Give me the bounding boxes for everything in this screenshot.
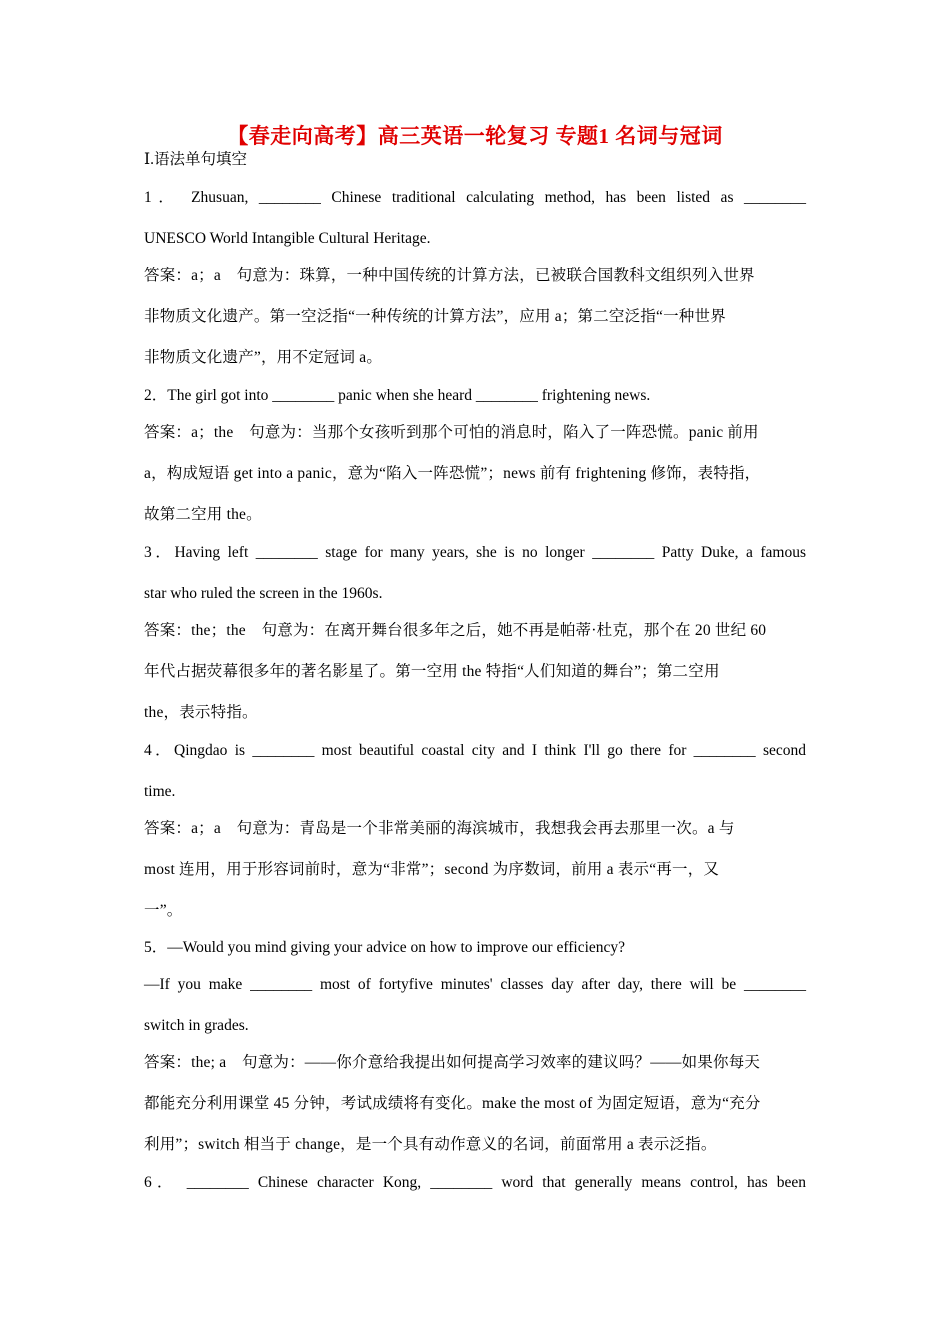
answer-4-line-1: 答案：a；a 句意为：青岛是一个非常美丽的海滨城市，我想我会再去那里一次。a 与 [144, 820, 735, 837]
answer-1-line-3: 非物质文化遗产”，用不定冠词 a。 [144, 349, 383, 366]
question-5-line-2: —If you make ________ most of fortyfive minutes' classes day after day, there will be ________ [144, 976, 806, 993]
answer-3-line-1: 答案：the；the 句意为：在离开舞台很多年之后，她不再是帕蒂·杜克，那个在 20 世纪 60 [144, 622, 767, 639]
answer-5-line-2: 都能充分利用课堂 45 分钟，考试成绩将有变化。make the most of 为固定短语，意为“充分 [144, 1095, 761, 1112]
answer-1-line-1: 答案：a；a 句意为：珠算，一种中国传统的计算方法，已被联合国教科文组织列入世界 [144, 267, 755, 284]
question-5-line-1: 5．—Would you mind giving your advice on how to improve our efficiency? [144, 939, 626, 956]
answer-1-line-2: 非物质文化遗产。第一空泛指“一种传统的计算方法”，应用 a；第二空泛指“一种世界 [144, 308, 726, 325]
answer-2-line-1: 答案：a；the 句意为：当那个女孩听到那个可怕的消息时，陷入了一阵恐慌。panic 前用 [144, 424, 759, 441]
answer-3-line-2: 年代占据荧幕很多年的著名影星了。第一空用 the 特指“人们知道的舞台”；第二空用 [144, 663, 720, 680]
answer-5-line-3: 利用”；switch 相当于 change，是一个具有动作意义的名词，前面常用 a 表示泛指。 [144, 1136, 717, 1153]
answer-4-line-3: 一”。 [144, 902, 183, 919]
question-6-line-1: 6． ________ Chinese character Kong, ________ word that generally means control, has been [144, 1174, 806, 1191]
question-2-line-1: 2．The girl got into ________ panic when she heard ________ frightening news. [144, 387, 651, 404]
answer-5-line-1: 答案：the; a 句意为：——你介意给我提出如何提高学习效率的建议吗？——如果你每天 [144, 1054, 761, 1071]
question-3-line-1: 3．Having left ________ stage for many years, she is no longer ________ Patty Duke, a famous [144, 544, 806, 561]
question-1-line-2: UNESCO World Intangible Cultural Heritage. [144, 230, 431, 247]
answer-4-line-2: most 连用，用于形容词前时，意为“非常”；second 为序数词，前用 a 表示“再一，又 [144, 861, 720, 878]
question-4-line-1: 4．Qingdao is ________ most beautiful coastal city and I think I'll go there for ________ second [144, 742, 806, 759]
answer-3-line-3: the，表示特指。 [144, 704, 258, 721]
question-5-line-3: switch in grades. [144, 1017, 249, 1034]
question-1-line-1: 1． Zhusuan, ________ Chinese traditional calculating method, has been listed as ________ [144, 189, 806, 206]
question-3-line-2: star who ruled the screen in the 1960s. [144, 585, 383, 602]
answer-2-line-3: 故第二空用 the。 [144, 506, 262, 523]
page-title: 【春走向高考】高三英语一轮复习 专题1 名词与冠词 [227, 124, 723, 148]
section-heading: Ⅰ.语法单句填空 [144, 151, 247, 168]
answer-2-line-2: a，构成短语 get into a panic，意为“陷入一阵恐慌”；news 前有 frightening 修饰，表特指， [144, 465, 761, 482]
question-4-line-2: time. [144, 783, 176, 800]
